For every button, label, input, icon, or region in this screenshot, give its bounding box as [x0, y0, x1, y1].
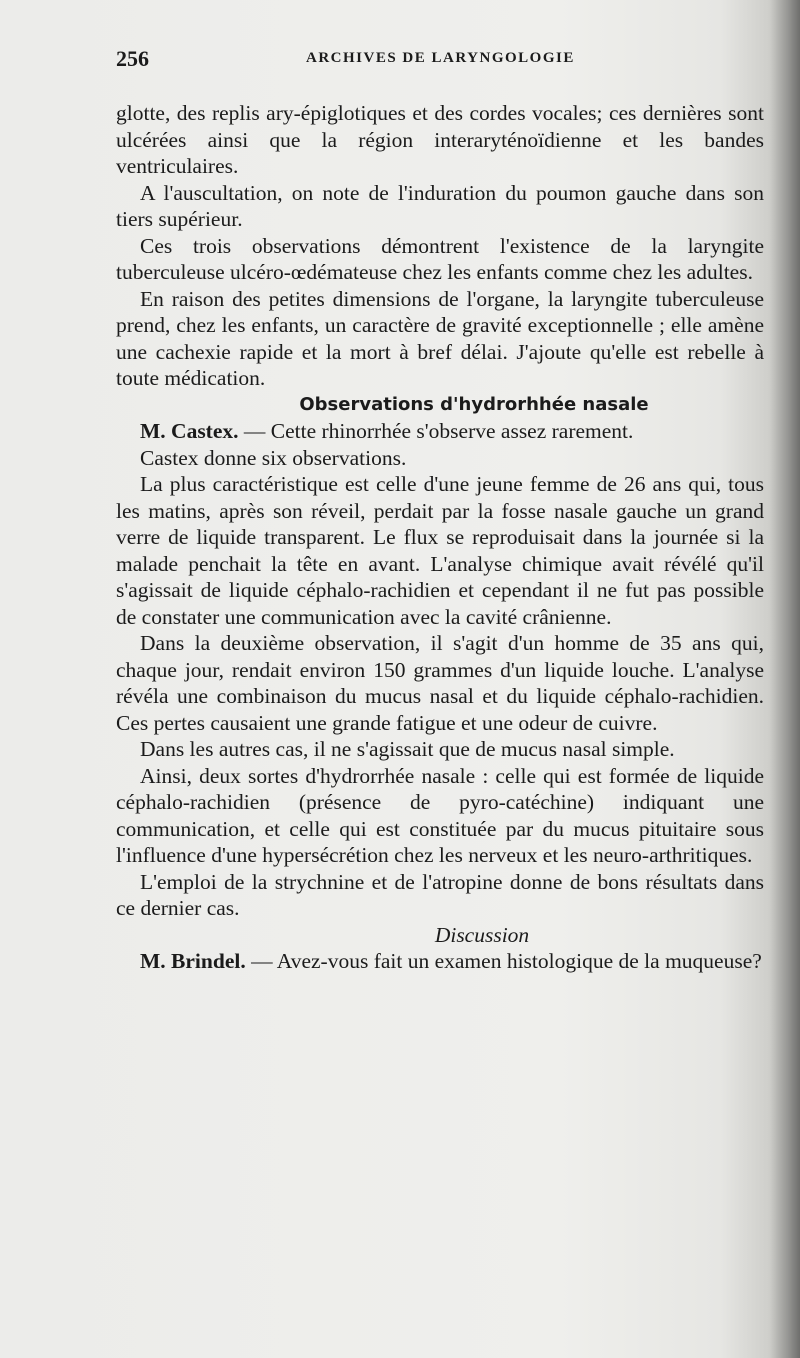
page-edge-shadow — [770, 0, 800, 1358]
speaker-name: M. Brindel. — [140, 949, 246, 973]
speaker-text: — Cette rhinorrhée s'observe assez rarement. — [238, 419, 634, 443]
paragraph: Ainsi, deux sortes d'hydrorrhée nasale : celle qui est formée de liquide céphalo-rachidien (présence de pyro-catéchine) indiquant une communication, et celle qui est constituée par du mucus pituitaire sous l'influence d'une hypersécrétion chez les nerveux et les neuro-arthritiques. — [116, 763, 764, 867]
paragraph: En raison des petites dimensions de l'organe, la laryngite tuberculeuse prend, chez les enfants, un caractère de gravité exceptionnelle ; elle amène une cachexie rapide et la mort à bref délai. J'ajoute qu'elle est rebelle à toute médication. — [116, 286, 764, 390]
running-title: ARCHIVES DE LARYNGOLOGIE — [306, 50, 575, 66]
page-number: 256 — [116, 46, 149, 71]
paragraph: Dans les autres cas, il ne s'agissait que de mucus nasal simple. — [140, 737, 675, 761]
paragraph: Ces trois observations démontrent l'existence de la laryngite tuberculeuse ulcéro-œdémateuse chez les enfants comme chez les adultes. — [116, 233, 764, 284]
paragraph-brindel — [116, 948, 764, 975]
paragraph: La plus caractéristique est celle d'une jeune femme de 26 ans qui, tous les matins, après son réveil, perdait par la fosse nasale gauche un grand verre de liquide transparent. Le flux se reproduisait dans la journée si la malade penchait la tête en avant. L'analyse chimique avait révélé qu'il s'agissait de liquide céphalo-rachidien et cependant il ne fut pas possible de constater une communication avec la cavité crânienne. — [116, 472, 764, 629]
speaker-name: M. Castex. — [140, 419, 239, 443]
discussion-title: Discussion — [434, 922, 530, 947]
paragraph: Dans la deuxième observation, il s'agit d'un homme de 35 ans qui, chaque jour, rendait environ 150 grammes d'un liquide louche. L'analyse révéla une combinaison du mucus nasal et du liquide céphalo-rachidien. Ces pertes causaient une grande fatigue et une odeur de cuivre. — [116, 631, 764, 735]
body-text — [116, 100, 764, 975]
speaker-text: — Avez-vous fait un examen histologique de la muqueuse? — [245, 949, 762, 973]
paragraph: A l'auscultation, on note de l'induration du poumon gauche dans son tiers supérieur. — [116, 180, 764, 231]
paragraph: glotte, des replis ary-épiglotiques et des cordes vocales; ces dernières sont ulcérées ainsi que la région interaryténoïdienne et les bandes ventriculaires. — [116, 101, 764, 178]
paragraph-castex — [116, 418, 764, 445]
section-title: Observations d'hydrorhhée nasale — [299, 393, 649, 415]
paragraph: L'emploi de la strychnine et de l'atropine donne de bons résultats dans ce dernier cas. — [116, 869, 764, 920]
page-header — [116, 46, 750, 76]
paragraph: Castex donne six observations. — [140, 445, 407, 470]
